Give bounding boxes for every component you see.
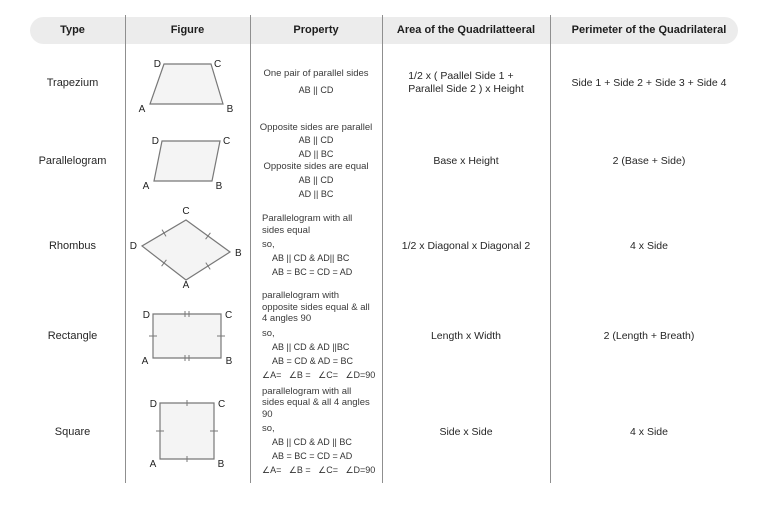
table-row (20, 120, 748, 202)
area-cell: 1/2 x Diagonal x Diagonal 2 (401, 240, 531, 252)
perimeter-cell: 2 (Length + Breath) (603, 329, 695, 342)
type-label: Parallelogram (38, 155, 107, 167)
perimeter-cell: 4 x Side (630, 240, 668, 252)
property-formula: AB = CD & AD = BC (272, 355, 354, 366)
column-divider (125, 15, 126, 483)
property-so: so, (262, 423, 275, 435)
property-formula: AB || CD & AD ||BC (272, 341, 350, 352)
property-desc: parallelogram with all sides equal & all 4 angles 90 (262, 385, 370, 420)
square-figure (125, 380, 250, 483)
property-formula: AD || BC (298, 149, 334, 159)
vertex-label-d: D (151, 136, 159, 147)
vertex-label-d: D (153, 58, 161, 70)
property-so: so, (262, 327, 275, 339)
property-formula: AB = BC = CD = AD (272, 267, 353, 277)
table-row (20, 290, 748, 380)
table-row (20, 380, 748, 483)
column-divider (250, 15, 251, 483)
table-row (20, 45, 748, 120)
perimeter-cell: Side 1 + Side 2 + Side 3 + Side 4 (571, 76, 727, 89)
vertex-label-c: C (222, 136, 230, 147)
vertex-label-d: D (149, 398, 157, 410)
vertex-label-a: A (142, 181, 149, 192)
area-line-1: 1/2 x ( Paallel Side 1 + (408, 69, 514, 82)
rhombus-figure (125, 202, 250, 290)
column-divider (550, 15, 551, 483)
property-formula: AD || BC (298, 188, 334, 199)
property-heading: Opposite sides are equal (263, 161, 369, 172)
area-cell (382, 45, 550, 120)
property-desc: Parallelogram with all sides equal (262, 213, 353, 236)
header-perimeter: Perimeter of the Quadrilateral (571, 24, 727, 36)
property-cell (250, 290, 382, 382)
perimeter-cell: 2 (Base + Side) (612, 155, 686, 167)
vertex-label-a: A (149, 458, 156, 470)
trapezium-figure (125, 45, 250, 120)
vertex-label-b: B (226, 103, 233, 115)
property-heading: Opposite sides are parallel (259, 121, 373, 133)
area-cell: Base x Height (433, 155, 499, 167)
vertex-label-c: C (181, 206, 190, 217)
header-figure: Figure (170, 24, 205, 36)
parallelogram-figure (125, 120, 250, 202)
vertex-label-b: B (225, 355, 232, 367)
vertex-label-d: D (129, 241, 137, 252)
type-label: Trapezium (46, 76, 99, 89)
type-label: Square (54, 425, 91, 438)
vertex-label-c: C (224, 309, 232, 321)
header-type: Type (60, 24, 85, 36)
area-cell: Side x Side (439, 425, 493, 438)
type-label: Rectangle (47, 329, 98, 342)
table-header (20, 15, 748, 45)
vertex-label-a: A (182, 280, 189, 288)
type-label: Rhombus (48, 240, 97, 252)
property-formula: AB || CD (298, 84, 334, 95)
header-property: Property (293, 24, 339, 36)
property-angles: ∠A= ∠B = ∠C= ∠D=90 (262, 369, 376, 380)
vertex-label-a: A (141, 355, 148, 367)
vertex-label-c: C (217, 398, 225, 410)
property-formula: AB || CD & AD || BC (272, 437, 352, 448)
property-desc: parallelogram with opposite sides equal & all 4 angles 90 (262, 290, 370, 324)
quadrilateral-table (20, 15, 748, 483)
table-row (20, 202, 748, 290)
property-cell (250, 120, 382, 202)
vertex-label-b: B (215, 181, 222, 192)
area-line-2: Parallel Side 2 ) x Height (408, 82, 524, 95)
vertex-label-c: C (213, 58, 221, 70)
vertex-label-b: B (217, 458, 224, 470)
header-area: Area of the Quadrilatteeral (396, 24, 536, 36)
property-formula: AB || CD (298, 174, 334, 185)
vertex-label-b: B (234, 248, 242, 259)
property-cell (250, 202, 382, 290)
property-formula: AB || CD (298, 135, 334, 145)
area-cell: Length x Width (430, 329, 502, 342)
property-so: so, (262, 239, 275, 250)
property-heading: One pair of parallel sides (263, 68, 369, 80)
property-cell (250, 45, 382, 120)
vertex-label-d: D (142, 309, 150, 321)
property-formula: AB || CD & AD|| BC (272, 253, 350, 263)
property-cell (250, 380, 382, 483)
vertex-label-a: A (138, 103, 145, 115)
property-angles: ∠A= ∠B = ∠C= ∠D=90 (262, 465, 376, 476)
property-formula: AB = BC = CD = AD (272, 451, 353, 462)
perimeter-cell: 4 x Side (630, 425, 668, 438)
column-divider (382, 15, 383, 483)
rectangle-figure (125, 290, 250, 382)
